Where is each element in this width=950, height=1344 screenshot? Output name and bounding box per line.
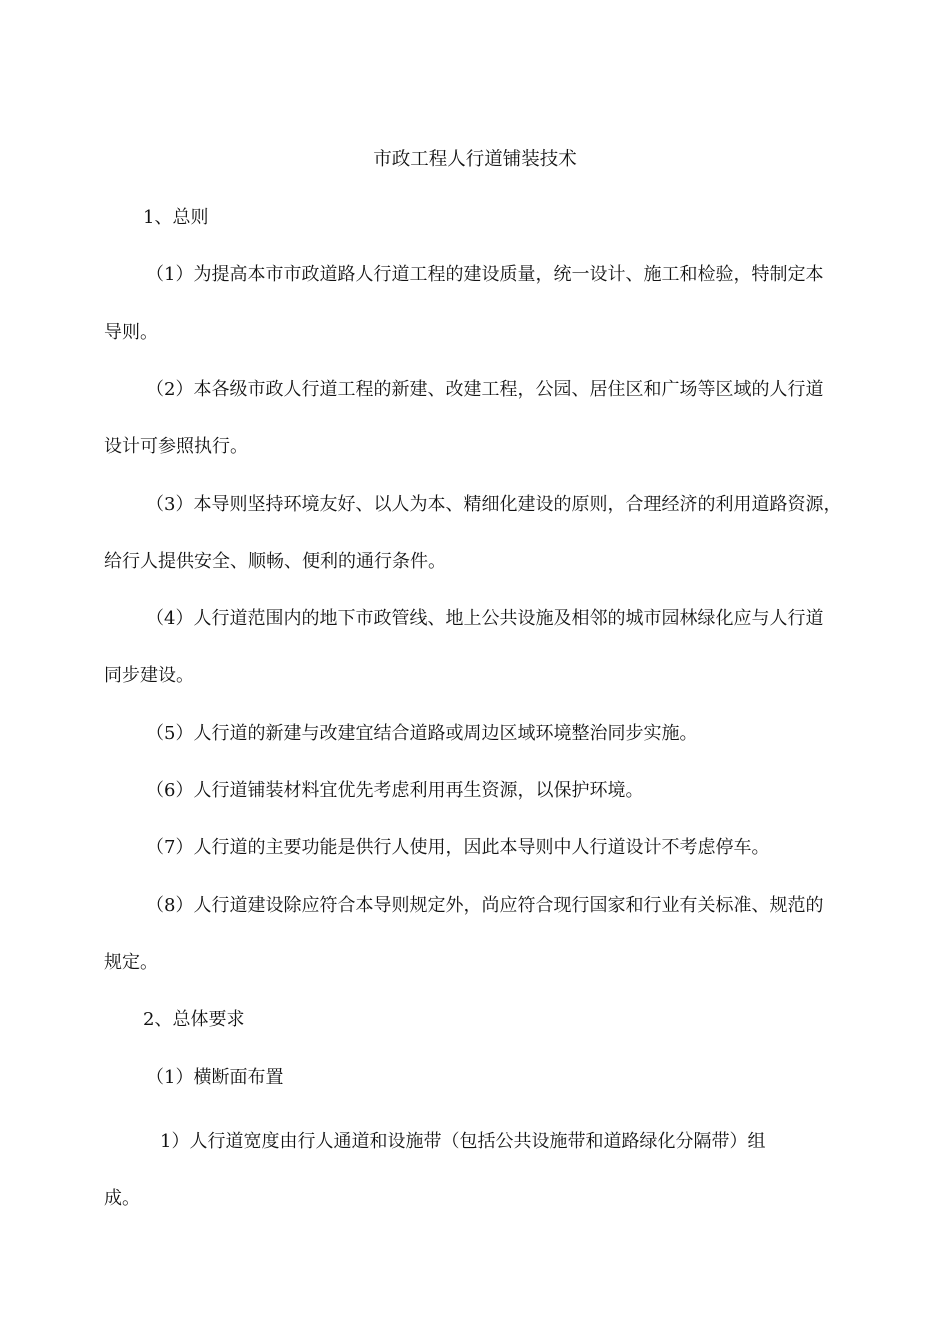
paragraph-4-line-1: （4）人行道范围内的地下市政管线、地上公共设施及相邻的城市园林绿化应与人行道 bbox=[146, 608, 824, 629]
paragraph-5: （5）人行道的新建与改建宜结合道路或周边区域环境整治同步实施。 bbox=[146, 723, 698, 744]
paragraph-9-line-2: 成。 bbox=[104, 1188, 140, 1209]
paragraph-9-line-1: 1）人行道宽度由行人通道和设施带（包括公共设施带和道路绿化分隔带）组 bbox=[160, 1131, 766, 1152]
section-heading-general: 1、总则 bbox=[143, 207, 209, 228]
paragraph-1-line-2: 导则。 bbox=[104, 322, 158, 343]
document-title: 市政工程人行道铺装技术 bbox=[373, 149, 577, 170]
paragraph-8-line-2: 规定。 bbox=[104, 952, 158, 973]
paragraph-8-line-1: （8）人行道建设除应符合本导则规定外，尚应符合现行国家和行业有关标准、规范的 bbox=[146, 895, 824, 916]
paragraph-2-line-2: 设计可参照执行。 bbox=[104, 436, 248, 457]
paragraph-1-line-1: （1）为提高本市市政道路人行道工程的建设质量，统一设计、施工和检验，特制定本 bbox=[146, 264, 824, 285]
subsection-heading-cross-section: （1）横断面布置 bbox=[146, 1067, 284, 1088]
paragraph-6: （6）人行道铺装材料宜优先考虑利用再生资源，以保护环境。 bbox=[146, 780, 644, 801]
paragraph-2-line-1: （2）本各级市政人行道工程的新建、改建工程，公园、居住区和广场等区域的人行道 bbox=[146, 379, 824, 400]
paragraph-3-line-1: （3）本导则坚持环境友好、以人为本、精细化建设的原则，合理经济的利用道路资源， bbox=[146, 494, 842, 515]
paragraph-4-line-2: 同步建设。 bbox=[104, 665, 194, 686]
section-heading-requirements: 2、总体要求 bbox=[143, 1009, 245, 1030]
paragraph-7: （7）人行道的主要功能是供行人使用，因此本导则中人行道设计不考虑停车。 bbox=[146, 837, 770, 858]
paragraph-3-line-2: 给行人提供安全、顺畅、便利的通行条件。 bbox=[104, 551, 446, 572]
